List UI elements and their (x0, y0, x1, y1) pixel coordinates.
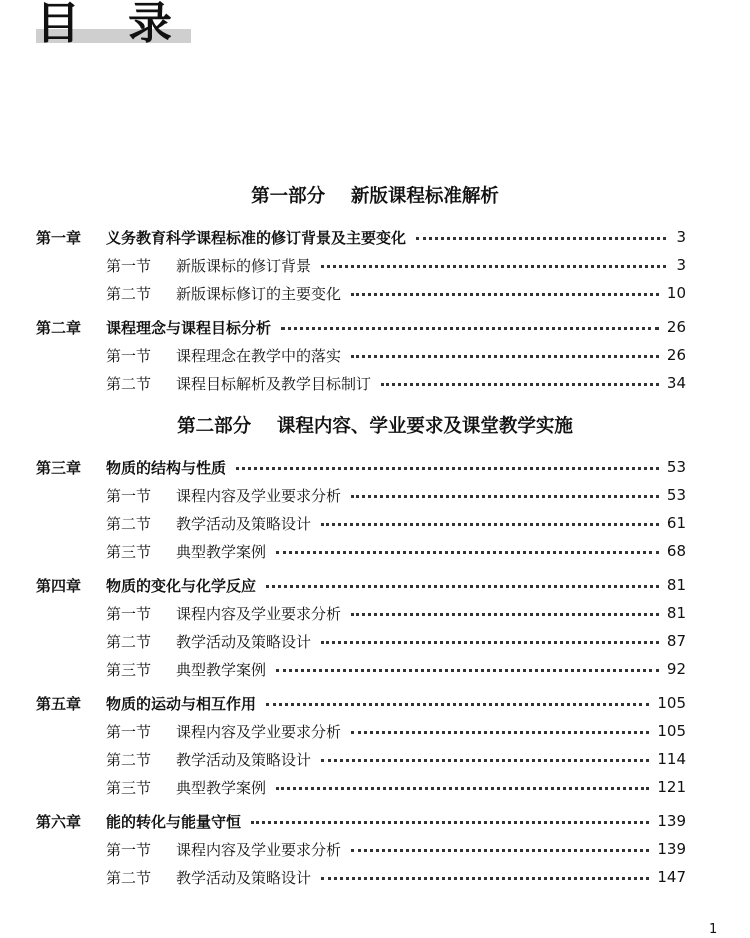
page-title: 目录 (36, 0, 220, 49)
toc-section-2-1[interactable] (106, 343, 686, 367)
dot-leader (351, 495, 659, 498)
dot-leader (276, 669, 659, 672)
section-number: 第二节 (106, 374, 152, 393)
dot-leader (381, 383, 659, 386)
toc-section-2-2[interactable] (106, 371, 686, 395)
dot-leader (321, 523, 659, 526)
section-number: 第二节 (106, 514, 152, 533)
dot-leader (276, 787, 649, 790)
dot-leader (351, 293, 659, 296)
section-number: 第二节 (106, 750, 152, 769)
section-number: 第二节 (106, 868, 152, 887)
chapter-number: 第二章 (36, 318, 82, 337)
dot-leader (276, 551, 659, 554)
dot-leader (321, 759, 649, 762)
chapter-title: 能的转化与能量守恒 (106, 812, 242, 831)
toc-section-4-3[interactable] (106, 657, 686, 681)
section-number: 第三节 (106, 778, 152, 797)
toc-section-5-1[interactable] (106, 719, 686, 743)
page-number: 105 (657, 722, 686, 740)
dot-leader (416, 237, 666, 240)
toc-chapter-5[interactable] (36, 691, 686, 715)
section-title: 教学活动及策略设计 (176, 514, 312, 533)
dot-leader (266, 585, 659, 588)
dot-leader (351, 731, 649, 734)
section-title: 课程内容及学业要求分析 (176, 722, 342, 741)
page-number: 61 (666, 514, 686, 532)
page-number: 3 (676, 228, 686, 246)
toc-section-1-1[interactable] (106, 253, 686, 277)
toc-section-3-3[interactable] (106, 539, 686, 563)
dot-leader (321, 641, 659, 644)
dot-leader (321, 265, 666, 268)
section-number: 第一节 (106, 346, 152, 365)
dot-leader (321, 877, 649, 880)
dot-leader (236, 467, 659, 470)
part-heading-2: 第二部分 课程内容、学业要求及课堂教学实施 (177, 416, 573, 437)
page-number: 121 (657, 778, 686, 796)
chapter-number: 第六章 (36, 812, 82, 831)
section-number: 第一节 (106, 486, 152, 505)
page-number: 147 (657, 868, 686, 886)
page-number: 53 (666, 486, 686, 504)
toc-chapter-4[interactable] (36, 573, 686, 597)
section-title: 课程理念在教学中的落实 (176, 346, 342, 365)
toc-section-4-1[interactable] (106, 601, 686, 625)
section-title: 典型教学案例 (176, 778, 267, 797)
dot-leader (351, 355, 659, 358)
toc-chapter-2[interactable] (36, 315, 686, 339)
page-number: 10 (666, 284, 686, 302)
part-heading-1: 第一部分 新版课程标准解析 (251, 186, 499, 207)
section-title: 课程内容及学业要求分析 (176, 604, 342, 623)
toc-section-1-2[interactable] (106, 281, 686, 305)
section-title: 典型教学案例 (176, 542, 267, 561)
page-number: 34 (666, 374, 686, 392)
chapter-title: 物质的结构与性质 (106, 458, 227, 477)
section-title: 新版课标的修订背景 (176, 256, 312, 275)
section-number: 第二节 (106, 632, 152, 651)
chapter-number: 第三章 (36, 458, 82, 477)
page-number: 87 (666, 632, 686, 650)
chapter-title: 义务教育科学课程标准的修订背景及主要变化 (106, 228, 407, 247)
page-number: 114 (657, 750, 686, 768)
dot-leader (266, 703, 649, 706)
section-number: 第一节 (106, 722, 152, 741)
section-number: 第一节 (106, 840, 152, 859)
section-title: 课程内容及学业要求分析 (176, 840, 342, 859)
page-number: 68 (666, 542, 686, 560)
section-title: 教学活动及策略设计 (176, 868, 312, 887)
section-title: 教学活动及策略设计 (176, 750, 312, 769)
toc-chapter-3[interactable] (36, 455, 686, 479)
page-number: 139 (657, 812, 686, 830)
chapter-number: 第四章 (36, 576, 82, 595)
page-number: 26 (666, 346, 686, 364)
chapter-title: 物质的运动与相互作用 (106, 694, 257, 713)
section-number: 第一节 (106, 256, 152, 275)
page-number: 26 (666, 318, 686, 336)
toc-section-3-2[interactable] (106, 511, 686, 535)
toc-section-3-1[interactable] (106, 483, 686, 507)
dot-leader (251, 821, 649, 824)
page-number: 81 (666, 604, 686, 622)
chapter-title: 课程理念与课程目标分析 (106, 318, 272, 337)
toc-section-6-2[interactable] (106, 865, 686, 889)
folio-page-number: 1 (709, 922, 718, 937)
toc-chapter-6[interactable] (36, 809, 686, 833)
toc-chapter-1[interactable] (36, 225, 686, 249)
section-title: 教学活动及策略设计 (176, 632, 312, 651)
page-number: 81 (666, 576, 686, 594)
dot-leader (351, 849, 649, 852)
section-number: 第三节 (106, 542, 152, 561)
page-number: 92 (666, 660, 686, 678)
section-title: 新版课标修订的主要变化 (176, 284, 342, 303)
section-title: 课程目标解析及教学目标制订 (176, 374, 372, 393)
section-number: 第三节 (106, 660, 152, 679)
toc-section-6-1[interactable] (106, 837, 686, 861)
page-number: 53 (666, 458, 686, 476)
chapter-number: 第五章 (36, 694, 82, 713)
toc-section-4-2[interactable] (106, 629, 686, 653)
dot-leader (351, 613, 659, 616)
dot-leader (281, 327, 659, 330)
toc-section-5-3[interactable] (106, 775, 686, 799)
section-number: 第二节 (106, 284, 152, 303)
page-number: 3 (676, 256, 686, 274)
page-number: 105 (657, 694, 686, 712)
section-title: 典型教学案例 (176, 660, 267, 679)
section-number: 第一节 (106, 604, 152, 623)
chapter-number: 第一章 (36, 228, 82, 247)
chapter-title: 物质的变化与化学反应 (106, 576, 257, 595)
section-title: 课程内容及学业要求分析 (176, 486, 342, 505)
page-number: 139 (657, 840, 686, 858)
toc-section-5-2[interactable] (106, 747, 686, 771)
